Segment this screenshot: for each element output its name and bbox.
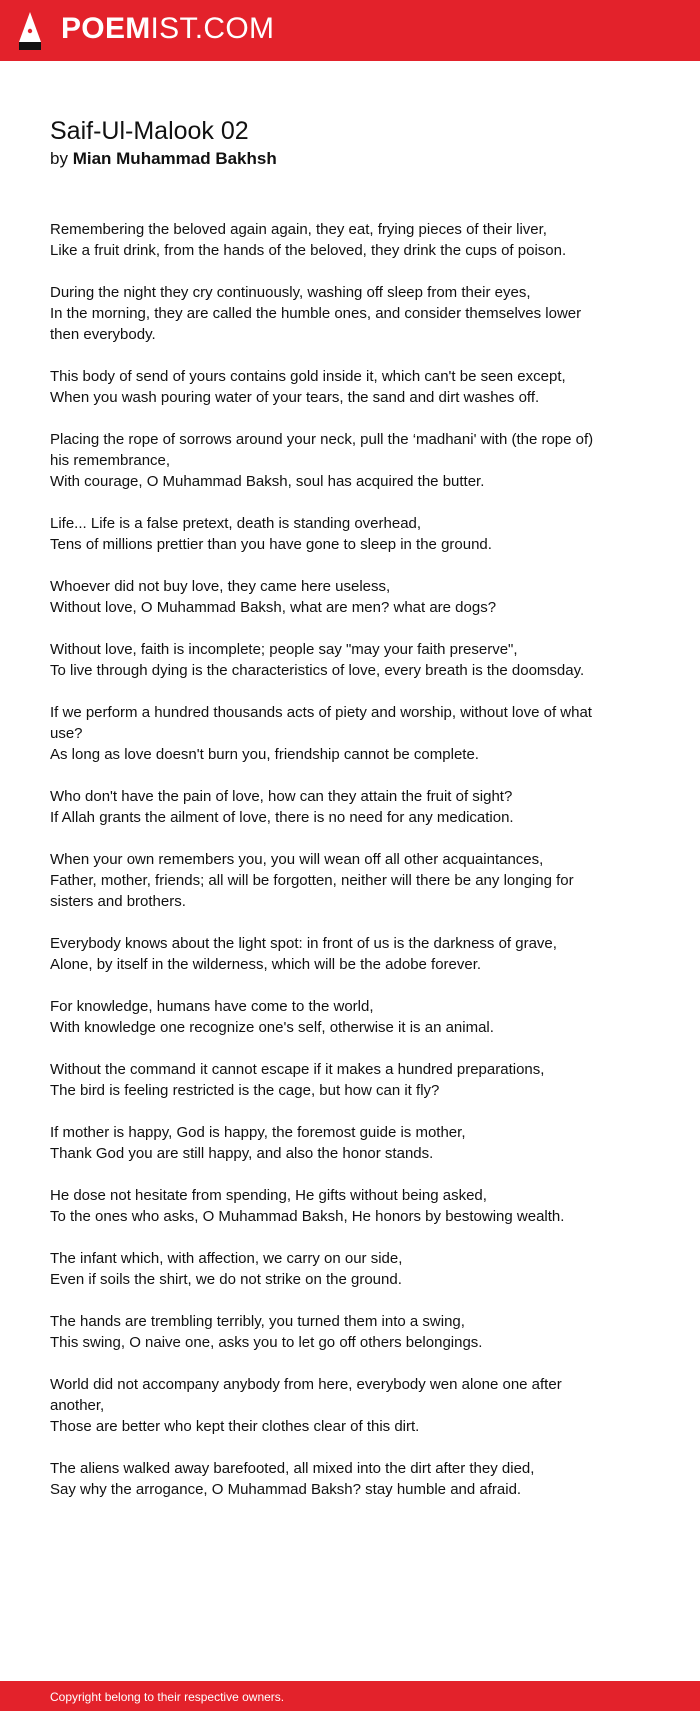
poem-line: Everybody knows about the light spot: in front of us is the darkness of grave, [50,935,557,952]
poem-line: Those are better who kept their clothes clear of this dirt. [50,1418,420,1435]
stanza [50,282,595,345]
stanza [50,1248,595,1290]
poem-line: Who don't have the pain of love, how can they attain the fruit of sight? [50,788,513,805]
stanza [50,576,595,618]
poem-line: Placing the rope of sorrows around your neck, pull the ‘madhani' with (the rope of) his remembrance, [50,431,594,469]
stanza [50,1458,595,1500]
poem-body [50,219,595,1521]
poem-line: Thank God you are still happy, and also the honor stands. [50,1145,434,1162]
poem-line: The bird is feeling restricted is the cage, but how can it fly? [50,1082,440,1099]
poem-line: To live through dying is the characteristics of love, every breath is the doomsday. [50,662,585,679]
poem-line: With knowledge one recognize one's self, otherwise it is an animal. [50,1019,494,1036]
author-name: Mian Muhammad Bakhsh [72,149,277,168]
poem-line: Remembering the beloved again again, they eat, frying pieces of their liver, [50,221,547,238]
poem-line: Alone, by itself in the wilderness, which will be the adobe forever. [50,956,482,973]
poem-line: With courage, O Muhammad Baksh, soul has acquired the butter. [50,473,485,490]
poem-line: As long as love doesn't burn you, friendship cannot be complete. [50,746,479,763]
stanza [50,996,595,1038]
poem-line: Tens of millions prettier than you have gone to sleep in the ground. [50,536,492,553]
poem-line: During the night they cry continuously, washing off sleep from their eyes, [50,284,531,301]
poem-line: If Allah grants the ailment of love, there is no need for any medication. [50,809,514,826]
stanza [50,1059,595,1101]
stanza [50,1185,595,1227]
site-logo[interactable] [61,9,274,49]
poem-line: When your own remembers you, you will wean off all other acquaintances, [50,851,544,868]
poem-line: Even if soils the shirt, we do not strike on the ground. [50,1271,402,1288]
stanza [50,702,595,765]
poem-line: This body of send of yours contains gold inside it, which can't be seen except, [50,368,566,385]
poem-line: Without the command it cannot escape if it makes a hundred preparations, [50,1061,545,1078]
stanza [50,1374,595,1437]
poem-line: Whoever did not buy love, they came here useless, [50,578,391,595]
by-label: by [50,149,68,168]
poem-line: This swing, O naive one, asks you to let go off others belongings. [50,1334,483,1351]
poem-line: Like a fruit drink, from the hands of the beloved, they drink the cups of poison. [50,242,567,259]
poem-line: For knowledge, humans have come to the world, [50,998,374,1015]
stanza [50,639,595,681]
stanza [50,933,595,975]
poem-line: If we perform a hundred thousands acts of piety and worship, without love of what use? [50,704,592,742]
poem-line: The aliens walked away barefooted, all mixed into the dirt after they died, [50,1460,535,1477]
poem-line: Without love, faith is incomplete; people say "may your faith preserve", [50,641,518,658]
site-header [0,0,700,61]
copyright-text: Copyright belong to their respective owners. [50,1690,285,1704]
poem-line: The hands are trembling terribly, you turned them into a swing, [50,1313,465,1330]
stanza [50,366,595,408]
poem-line: World did not accompany anybody from here, everybody wen alone one after another, [50,1376,562,1414]
poem-line: Say why the arrogance, O Muhammad Baksh? stay humble and afraid. [50,1481,522,1498]
stanza [50,1122,595,1164]
poem-line: The infant which, with affection, we carry on our side, [50,1250,403,1267]
poem-line: If mother is happy, God is happy, the foremost guide is mother, [50,1124,466,1141]
poem-line: Father, mother, friends; all will be forgotten, neither will there be any longing for sisters and brothers. [50,872,574,910]
poem-line: In the morning, they are called the humble ones, and consider themselves lower then everybody. [50,305,582,343]
logo-bold-text: POEM [61,12,151,45]
stanza [50,786,595,828]
stanza [50,849,595,912]
poem-line: Without love, O Muhammad Baksh, what are men? what are dogs? [50,599,497,616]
byline [50,147,277,171]
stanza [50,1311,595,1353]
pen-nib-icon [18,11,42,51]
site-footer [0,1681,700,1711]
poem-title: Saif-Ul-Malook 02 [50,117,249,145]
poem-line: Life... Life is a false pretext, death is standing overhead, [50,515,422,532]
poem-line: He dose not hesitate from spending, He gifts without being asked, [50,1187,487,1204]
logo-rest-text: IST.COM [150,12,275,45]
stanza [50,219,595,261]
poem-line: To the ones who asks, O Muhammad Baksh, He honors by bestowing wealth. [50,1208,565,1225]
stanza [50,513,595,555]
stanza [50,429,595,492]
poem-line: When you wash pouring water of your tears, the sand and dirt washes off. [50,389,540,406]
